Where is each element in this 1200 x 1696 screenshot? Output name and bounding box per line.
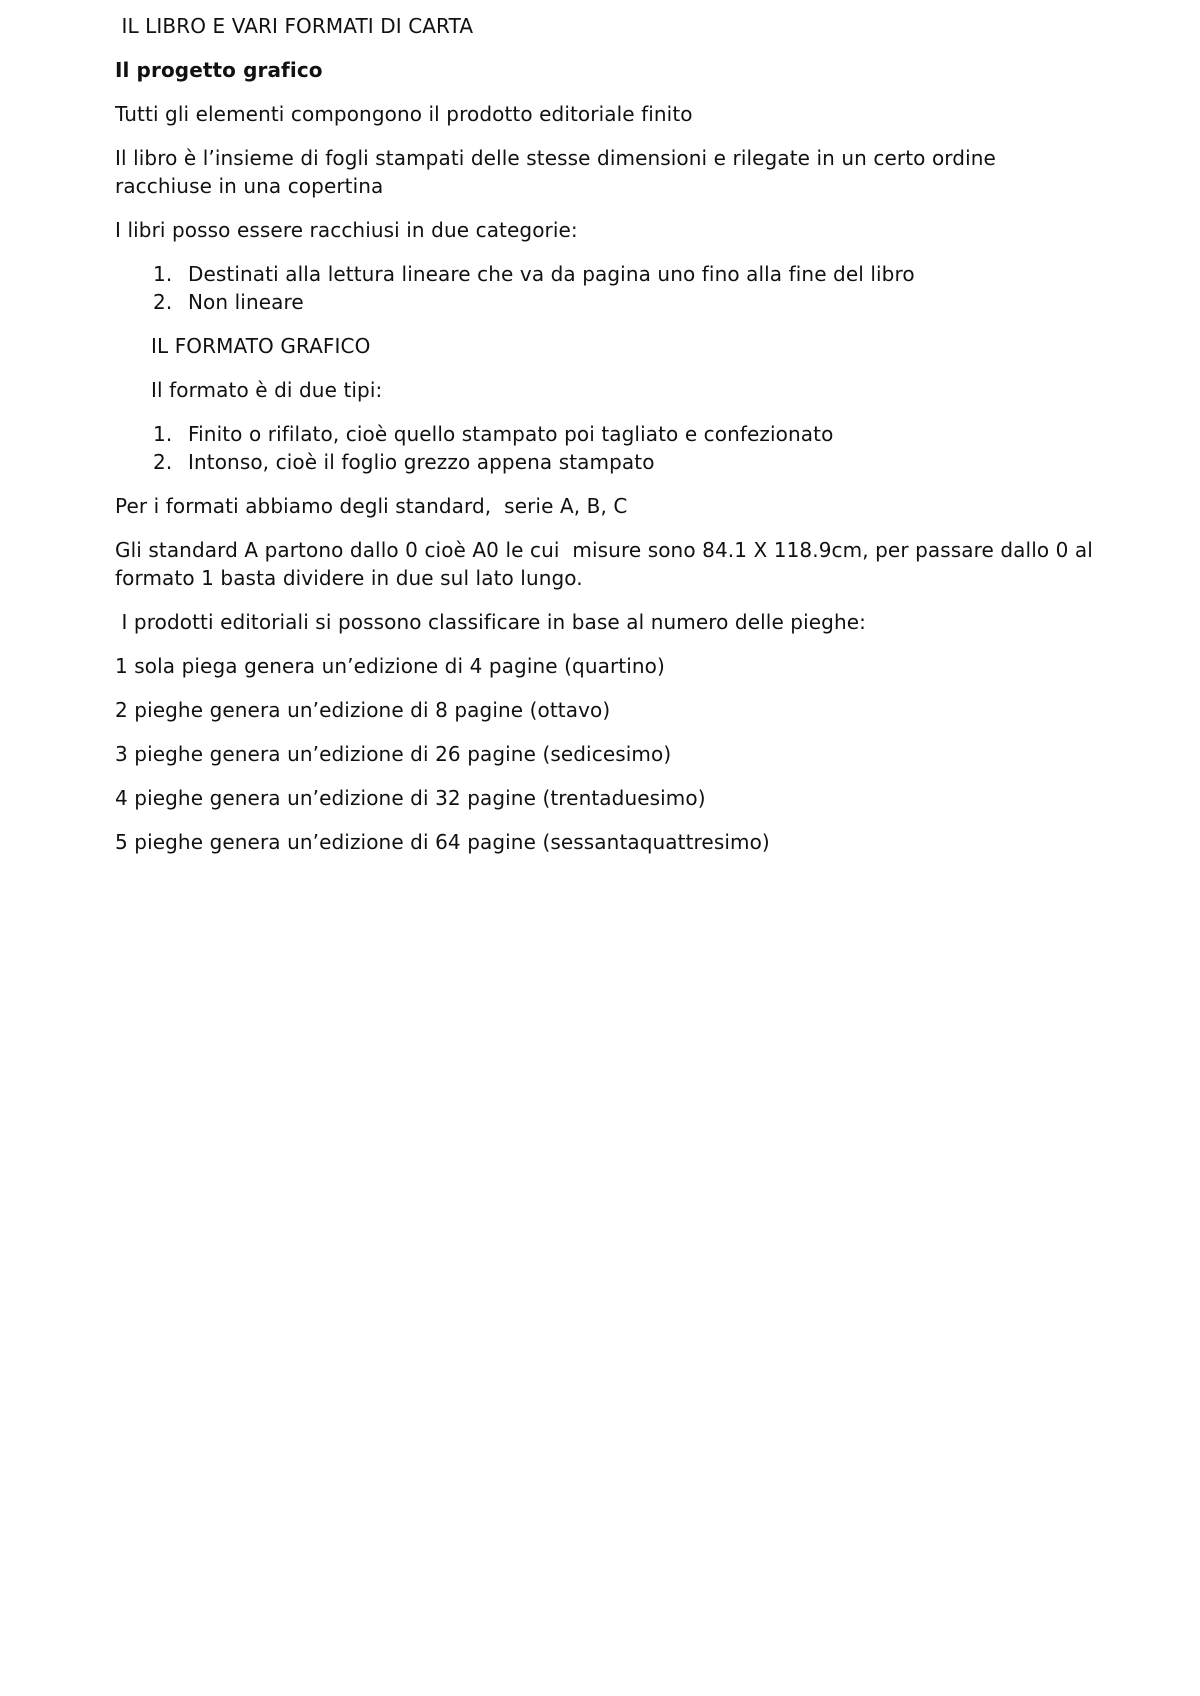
list-item	[115, 420, 1095, 448]
list-item	[115, 448, 1095, 476]
list-item-text: Non lineare	[188, 290, 304, 314]
fold-line: 5 pieghe genera un’edizione di 64 pagine (sessantaquattresimo)	[115, 830, 770, 854]
fold-line: 2 pieghe genera un’edizione di 8 pagine (ottavo)	[115, 698, 611, 722]
document-title: IL LIBRO E VARI FORMATI DI CARTA	[115, 14, 474, 38]
paragraph: Il formato è di due tipi:	[151, 378, 383, 402]
paragraph: Gli standard A partono dallo 0 cioè A0 le cui misure sono 84.1 X 118.9cm, per passare dallo 0 al formato 1 basta dividere in due sul lato lungo.	[115, 538, 1100, 590]
section-heading-formato: IL FORMATO GRAFICO	[151, 334, 371, 358]
list-number: 2.	[153, 290, 173, 314]
list-item-text: Destinati alla lettura lineare che va da pagina uno fino alla fine del libro	[188, 262, 915, 286]
section-heading-progetto: Il progetto grafico	[115, 58, 323, 82]
list-number: 1.	[153, 262, 173, 286]
list-item-text: Intonso, cioè il foglio grezzo appena stampato	[188, 450, 655, 474]
numbered-list-categories	[115, 260, 1095, 316]
paragraph: Per i formati abbiamo degli standard, serie A, B, C	[115, 494, 628, 518]
paragraph: I prodotti editoriali si possono classificare in base al numero delle pieghe:	[115, 610, 866, 634]
fold-line: 1 sola piega genera un’edizione di 4 pagine (quartino)	[115, 654, 665, 678]
list-number: 1.	[153, 422, 173, 446]
numbered-list-formato	[115, 420, 1095, 476]
list-item	[115, 260, 1095, 288]
paragraph: I libri posso essere racchiusi in due categorie:	[115, 218, 578, 242]
document-body	[115, 12, 1100, 872]
fold-line: 4 pieghe genera un’edizione di 32 pagine (trentaduesimo)	[115, 786, 706, 810]
paragraph: Il libro è l’insieme di fogli stampati delle stesse dimensioni e rilegate in un certo ordine racchiuse in una copertina	[115, 146, 1003, 198]
paragraph: Tutti gli elementi compongono il prodotto editoriale finito	[115, 102, 693, 126]
fold-line: 3 pieghe genera un’edizione di 26 pagine (sedicesimo)	[115, 742, 672, 766]
list-item-text: Finito o rifilato, cioè quello stampato poi tagliato e confezionato	[188, 422, 834, 446]
list-number: 2.	[153, 450, 173, 474]
list-item	[115, 288, 1095, 316]
